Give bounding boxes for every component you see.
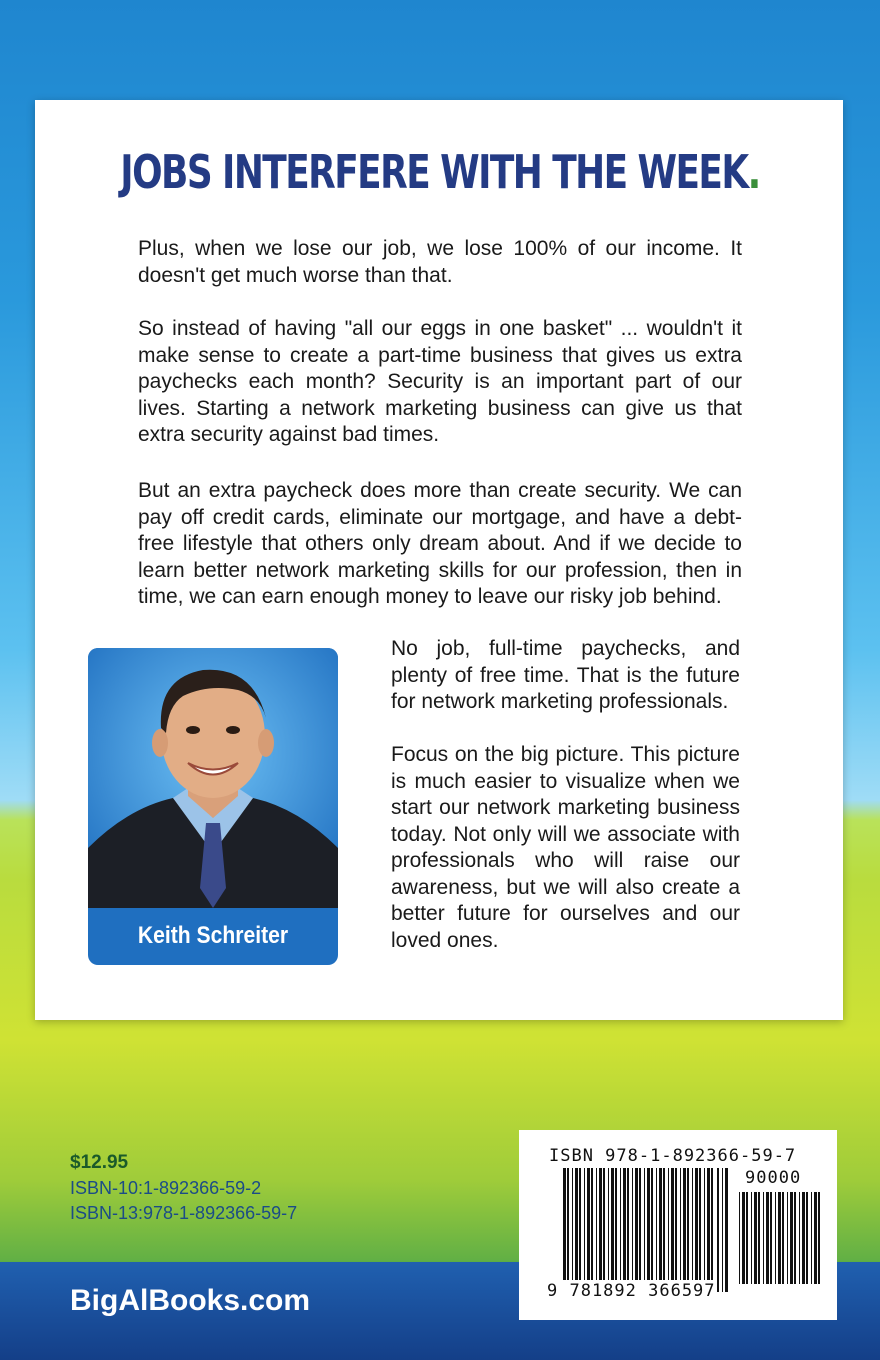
headline	[97, 145, 783, 199]
barcode-bar	[763, 1192, 764, 1284]
barcode-bar	[572, 1168, 573, 1280]
barcode-bar	[766, 1192, 769, 1284]
headline-text: JOBS INTERFERE WITH THE WEEK	[120, 145, 748, 199]
barcode-bar	[704, 1168, 705, 1280]
barcode-bar	[663, 1168, 665, 1280]
isbn-10: ISBN-10:1-892366-59-2	[70, 1178, 262, 1198]
barcode-bar	[754, 1192, 757, 1284]
barcode-bar	[722, 1168, 723, 1292]
barcode-bar	[615, 1168, 617, 1280]
barcode-bar	[596, 1168, 597, 1280]
headline-period: .	[747, 145, 760, 199]
barcode-bar	[794, 1192, 796, 1284]
barcode-bar	[591, 1168, 593, 1280]
barcode-bar	[623, 1168, 626, 1280]
paragraph-2: So instead of having "all our eggs in one basket" ... wouldn't it make sense to create a part-time business that gives us extra paychecks each month? Security is an important part of our lives. Starting a network marketing business can give us that extra security against bad times.	[138, 317, 742, 446]
paragraph-3: But an extra paycheck does more than create security. We can pay off credit cards, eliminate our mortgage, and have a debt-free lifestyle that others only dream about. And if we decide to learn better network marketing skills for our profession, then in time, we can earn enough money to leave our risky job behind.	[138, 479, 742, 608]
barcode-bar	[787, 1192, 788, 1284]
barcode-bar	[635, 1168, 638, 1280]
barcode-bar	[746, 1192, 748, 1284]
barcode-bar	[739, 1192, 740, 1284]
barcode-bar	[656, 1168, 657, 1280]
barcode-bar	[802, 1192, 805, 1284]
barcode-box	[519, 1130, 837, 1320]
barcode-bar	[695, 1168, 698, 1280]
barcode-bar	[699, 1168, 701, 1280]
author-photo	[88, 648, 338, 908]
barcode-addon-text: 90000	[745, 1168, 802, 1188]
barcode-bar	[627, 1168, 629, 1280]
author-card	[88, 648, 338, 965]
barcode-bar	[717, 1168, 719, 1292]
barcode-bar	[687, 1168, 689, 1280]
barcode-bar	[775, 1192, 776, 1284]
isbn-13: ISBN-13:978-1-892366-59-7	[70, 1203, 298, 1223]
barcode-bar	[647, 1168, 650, 1280]
barcode-bar	[782, 1192, 784, 1284]
barcode-bar	[799, 1192, 800, 1284]
barcode-bar	[790, 1192, 793, 1284]
barcode-bar	[671, 1168, 674, 1280]
barcode-bar	[770, 1192, 772, 1284]
barcode-bar	[675, 1168, 677, 1280]
website: BigAlBooks.com	[70, 1284, 311, 1317]
barcode-bar	[611, 1168, 614, 1280]
barcode-bar	[778, 1192, 781, 1284]
barcode-bar	[563, 1168, 566, 1280]
barcode-bar	[599, 1168, 602, 1280]
paragraph-5: Focus on the big picture. This picture is much easier to visualize when we start our network marketing business today. Not only will we associate with professionals who will raise our awareness, but we will also create a better future for ourselves and our loved ones.	[391, 743, 740, 952]
barcode-bar	[632, 1168, 633, 1280]
barcode-bar	[584, 1168, 585, 1280]
barcode-bar	[579, 1168, 581, 1280]
barcode-bar	[567, 1168, 569, 1280]
paragraph-1: Plus, when we lose our job, we lose 100% of our income. It doesn't get much worse than that.	[138, 237, 742, 287]
barcode-bar	[639, 1168, 641, 1280]
barcode-number-text: 9 781892 366597	[547, 1281, 716, 1301]
barcode-bar	[575, 1168, 578, 1280]
barcode-bar	[758, 1192, 760, 1284]
barcode-bar	[811, 1192, 812, 1284]
barcode-bar	[603, 1168, 605, 1280]
barcode-bar	[587, 1168, 590, 1280]
barcode-bar	[651, 1168, 653, 1280]
barcode-isbn-text: ISBN 978-1-892366-59-7	[549, 1146, 797, 1166]
barcode-bar	[711, 1168, 713, 1280]
barcode-bar	[620, 1168, 621, 1280]
barcode-bar	[818, 1192, 820, 1284]
price: $12.95	[70, 1152, 129, 1173]
barcode-bar	[742, 1192, 745, 1284]
barcode-bar	[751, 1192, 752, 1284]
barcode-bar	[692, 1168, 693, 1280]
paragraph-4: No job, full-time paychecks, and plenty of free time. That is the future for network marketing professionals.	[391, 637, 740, 713]
barcode-bar	[659, 1168, 662, 1280]
barcode-bar	[814, 1192, 817, 1284]
barcode-bar	[644, 1168, 645, 1280]
barcode-bar	[725, 1168, 728, 1292]
barcode-bar	[608, 1168, 609, 1280]
barcode-bar	[668, 1168, 669, 1280]
barcode-bar	[707, 1168, 710, 1280]
barcode-bar	[683, 1168, 686, 1280]
author-name: Keith Schreiter	[137, 922, 289, 949]
barcode-bar	[680, 1168, 681, 1280]
barcode-bar	[806, 1192, 808, 1284]
